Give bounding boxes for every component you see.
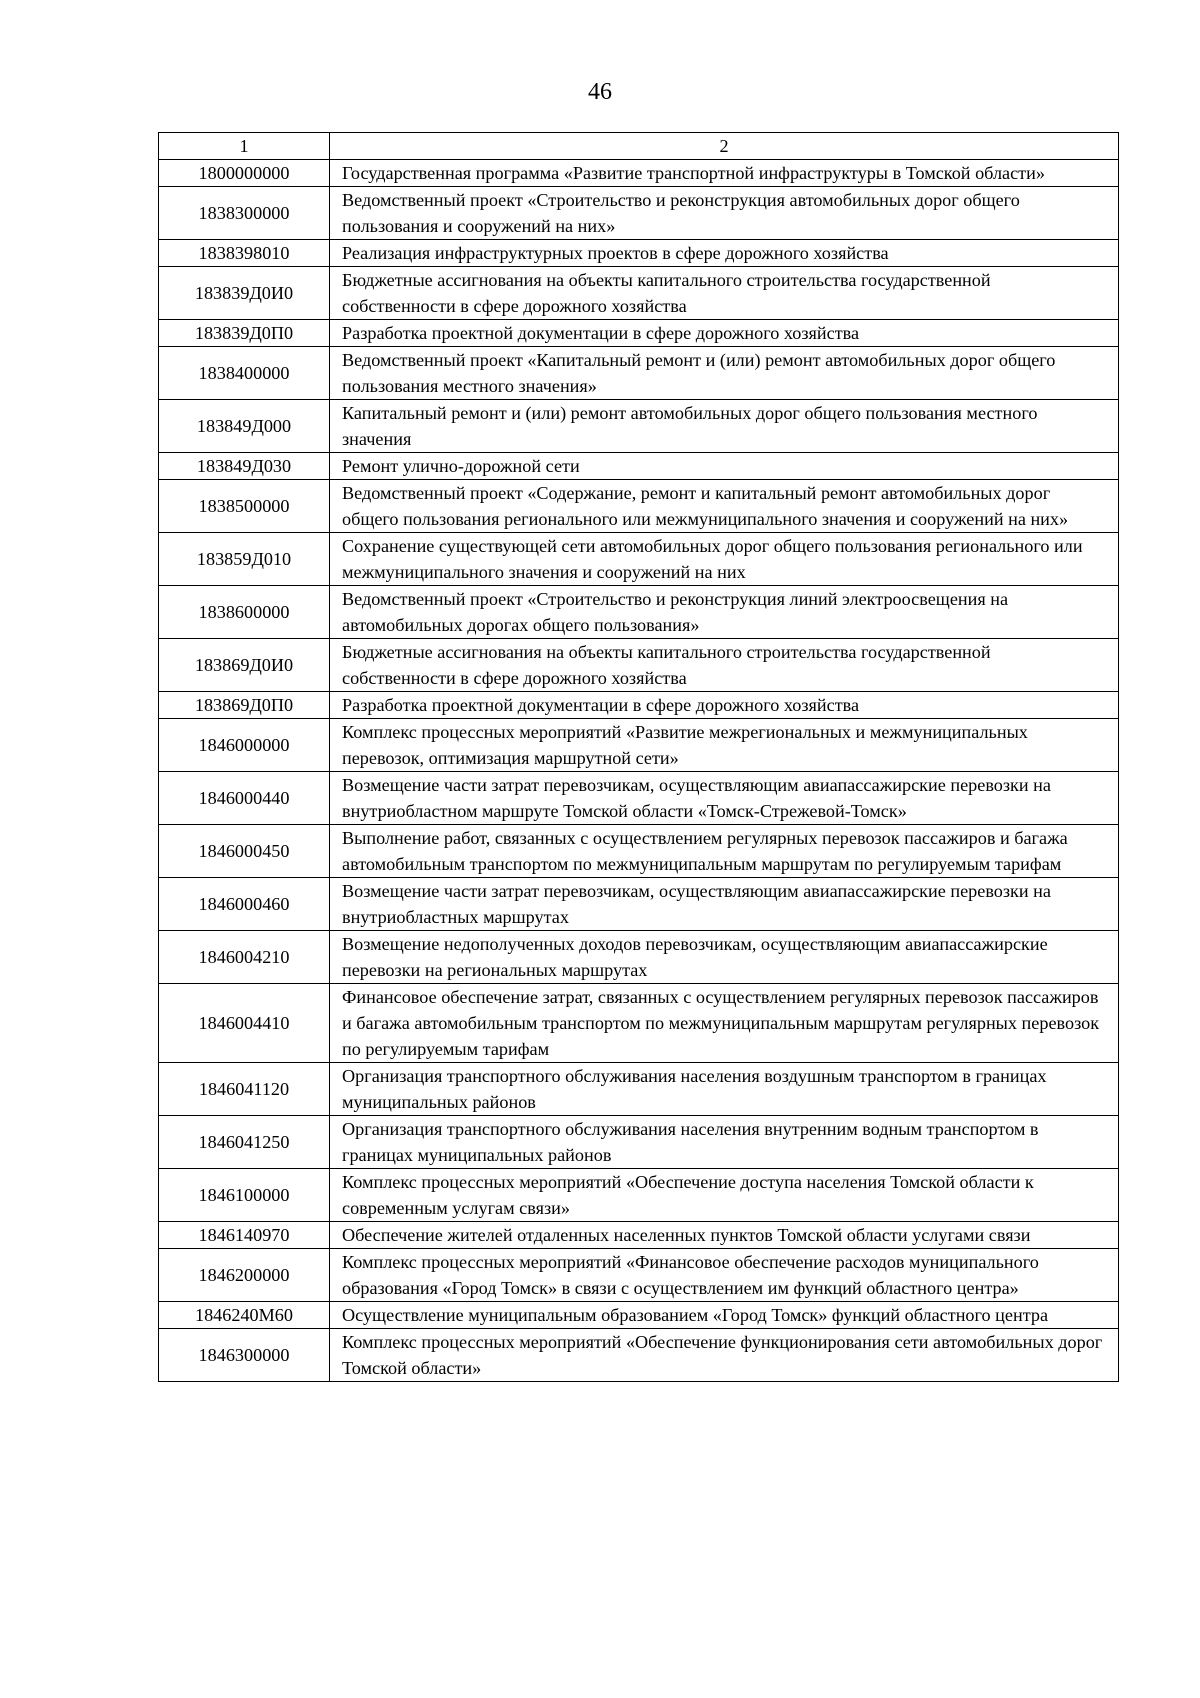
row-name-cell: Разработка проектной документации в сфере дорожного хозяйства xyxy=(330,320,1119,347)
column-header-name: 2 xyxy=(330,133,1119,160)
row-code-cell: 1838500000 xyxy=(159,480,330,533)
row-name-cell: Комплекс процессных мероприятий «Обеспечение функционирования сети автомобильных дорог Томской области» xyxy=(330,1329,1119,1382)
row-code-cell: 1846004410 xyxy=(159,984,330,1063)
table-row xyxy=(159,586,1119,639)
row-name-cell: Комплекс процессных мероприятий «Финансовое обеспечение расходов муниципального образования «Город Томск» в связи с осуществлением им функций областного центра» xyxy=(330,1249,1119,1302)
table-row xyxy=(159,825,1119,878)
row-name-cell: Бюджетные ассигнования на объекты капитального строительства государственной собственности в сфере дорожного хозяйства xyxy=(330,639,1119,692)
budget-classification-table xyxy=(158,132,1119,1382)
row-name-cell: Выполнение работ, связанных с осуществлением регулярных перевозок пассажиров и багажа автомобильным транспортом по межмуниципальным маршрутам по регулируемым тарифам xyxy=(330,825,1119,878)
row-code-cell: 1846140970 xyxy=(159,1222,330,1249)
table-row xyxy=(159,187,1119,240)
row-name-cell: Ведомственный проект «Содержание, ремонт и капитальный ремонт автомобильных дорог общего пользования регионального или межмуниципального значения и сооружений на них» xyxy=(330,480,1119,533)
table-row xyxy=(159,1302,1119,1329)
row-code-cell: 183869Д0П0 xyxy=(159,692,330,719)
row-code-cell: 1838400000 xyxy=(159,347,330,400)
row-name-cell: Реализация инфраструктурных проектов в сфере дорожного хозяйства xyxy=(330,240,1119,267)
row-name-cell: Возмещение недополученных доходов перевозчикам, осуществляющим авиапассажирские перевозки на региональных маршрутах xyxy=(330,931,1119,984)
row-name-cell: Обеспечение жителей отдаленных населенных пунктов Томской области услугами связи xyxy=(330,1222,1119,1249)
row-name-cell: Сохранение существующей сети автомобильных дорог общего пользования регионального или межмуниципального значения и сооружений на них xyxy=(330,533,1119,586)
table-row xyxy=(159,1249,1119,1302)
table-row xyxy=(159,267,1119,320)
row-name-cell: Разработка проектной документации в сфере дорожного хозяйства xyxy=(330,692,1119,719)
row-code-cell: 1846000000 xyxy=(159,719,330,772)
row-code-cell: 1800000000 xyxy=(159,160,330,187)
row-code-cell: 1846200000 xyxy=(159,1249,330,1302)
table-row xyxy=(159,347,1119,400)
row-name-cell: Бюджетные ассигнования на объекты капитального строительства государственной собственности в сфере дорожного хозяйства xyxy=(330,267,1119,320)
row-name-cell: Ремонт улично-дорожной сети xyxy=(330,453,1119,480)
row-name-cell: Возмещение части затрат перевозчикам, осуществляющим авиапассажирские перевозки на внутриобластных маршрутах xyxy=(330,878,1119,931)
row-name-cell: Ведомственный проект «Строительство и реконструкция автомобильных дорог общего пользования и сооружений на них» xyxy=(330,187,1119,240)
row-code-cell: 183839Д0И0 xyxy=(159,267,330,320)
row-name-cell: Ведомственный проект «Строительство и реконструкция линий электроосвещения на автомобильных дорогах общего пользования» xyxy=(330,586,1119,639)
table-row xyxy=(159,453,1119,480)
row-name-cell: Возмещение части затрат перевозчикам, осуществляющим авиапассажирские перевозки на внутриобластном маршруте Томской области «Томск-Стрежевой-Томск» xyxy=(330,772,1119,825)
table-row xyxy=(159,692,1119,719)
row-code-cell: 1846041250 xyxy=(159,1116,330,1169)
row-code-cell: 1846041120 xyxy=(159,1063,330,1116)
row-code-cell: 1846004210 xyxy=(159,931,330,984)
row-code-cell: 1846240М60 xyxy=(159,1302,330,1329)
table-row xyxy=(159,878,1119,931)
row-code-cell: 1846000460 xyxy=(159,878,330,931)
row-code-cell: 183839Д0П0 xyxy=(159,320,330,347)
table-row xyxy=(159,772,1119,825)
table-row xyxy=(159,320,1119,347)
row-code-cell: 1846100000 xyxy=(159,1169,330,1222)
row-code-cell: 1846000440 xyxy=(159,772,330,825)
table-row xyxy=(159,480,1119,533)
table-body xyxy=(159,160,1119,1382)
row-name-cell: Осуществление муниципальным образованием «Город Томск» функций областного центра xyxy=(330,1302,1119,1329)
table-row xyxy=(159,984,1119,1063)
page-number: 46 xyxy=(588,79,612,105)
table-row xyxy=(159,639,1119,692)
row-name-cell: Организация транспортного обслуживания населения воздушным транспортом в границах муниципальных районов xyxy=(330,1063,1119,1116)
table-row xyxy=(159,240,1119,267)
row-code-cell: 1846300000 xyxy=(159,1329,330,1382)
row-code-cell: 183849Д030 xyxy=(159,453,330,480)
table-row xyxy=(159,160,1119,187)
table-row xyxy=(159,1063,1119,1116)
row-code-cell: 1838398010 xyxy=(159,240,330,267)
row-code-cell: 1846000450 xyxy=(159,825,330,878)
table-row xyxy=(159,1116,1119,1169)
row-name-cell: Комплекс процессных мероприятий «Обеспечение доступа населения Томской области к современным услугам связи» xyxy=(330,1169,1119,1222)
table-row xyxy=(159,400,1119,453)
row-code-cell: 183869Д0И0 xyxy=(159,639,330,692)
table-header-row xyxy=(159,133,1119,160)
table-row xyxy=(159,1329,1119,1382)
row-name-cell: Капитальный ремонт и (или) ремонт автомобильных дорог общего пользования местного значения xyxy=(330,400,1119,453)
row-name-cell: Ведомственный проект «Капитальный ремонт и (или) ремонт автомобильных дорог общего пользования местного значения» xyxy=(330,347,1119,400)
row-name-cell: Финансовое обеспечение затрат, связанных с осуществлением регулярных перевозок пассажиров и багажа автомобильным транспортом по межмуниципальным маршрутам регулярных перевозок по регулируемым тарифам xyxy=(330,984,1119,1063)
row-code-cell: 183859Д010 xyxy=(159,533,330,586)
row-code-cell: 1838600000 xyxy=(159,586,330,639)
row-code-cell: 183849Д000 xyxy=(159,400,330,453)
table-row xyxy=(159,931,1119,984)
table-row xyxy=(159,719,1119,772)
column-header-code: 1 xyxy=(159,133,330,160)
row-name-cell: Комплекс процессных мероприятий «Развитие межрегиональных и межмуниципальных перевозок, оптимизация маршрутной сети» xyxy=(330,719,1119,772)
row-name-cell: Организация транспортного обслуживания населения внутренним водным транспортом в границах муниципальных районов xyxy=(330,1116,1119,1169)
table-row xyxy=(159,533,1119,586)
row-name-cell: Государственная программа «Развитие транспортной инфраструктуры в Томской области» xyxy=(330,160,1119,187)
table-row xyxy=(159,1222,1119,1249)
table-row xyxy=(159,1169,1119,1222)
row-code-cell: 1838300000 xyxy=(159,187,330,240)
